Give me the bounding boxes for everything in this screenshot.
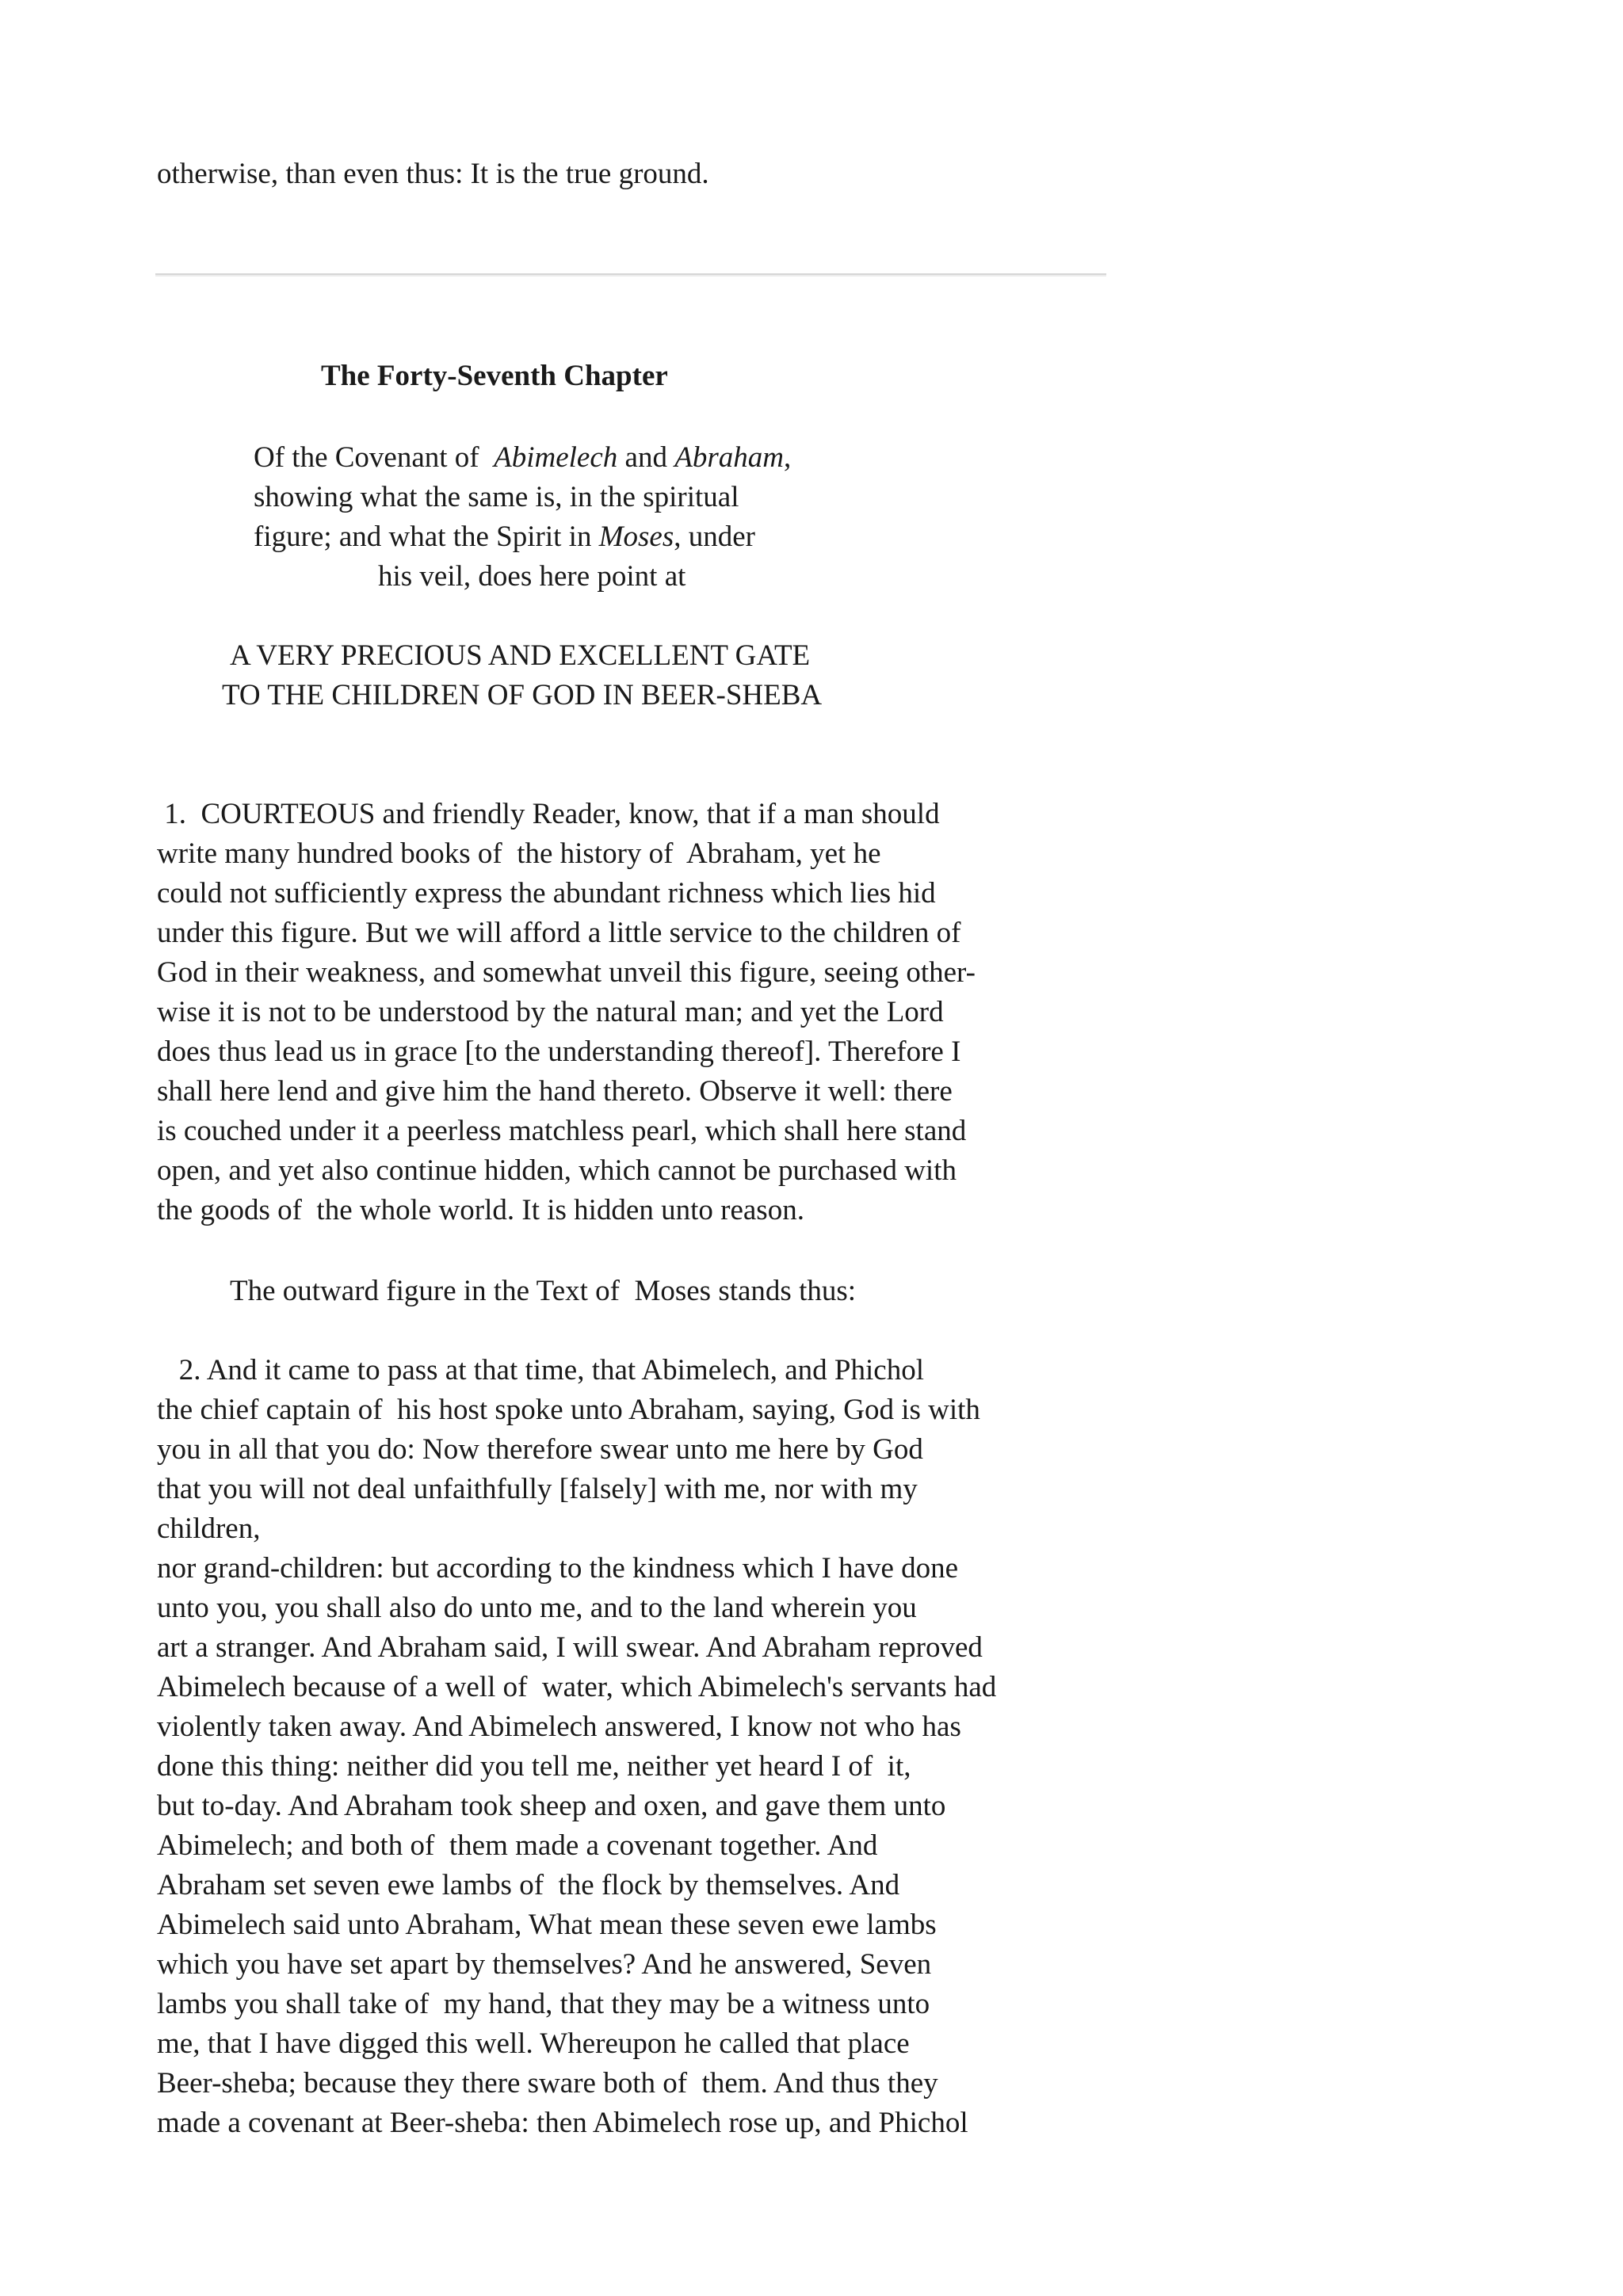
text-line: children, xyxy=(157,1512,261,1545)
text-line: the chief captain of his host spoke unto Abraham, saying, God is with xyxy=(157,1394,980,1426)
text-line: Abimelech said unto Abraham, What mean these seven ewe lambs xyxy=(157,1909,937,1941)
text-line: me, that I have digged this well. Whereupon he called that place xyxy=(157,2027,910,2060)
text-line: you in all that you do: Now therefore swear unto me here by God xyxy=(157,1433,923,1466)
gate-heading-line: TO THE CHILDREN OF GOD IN BEER-SHEBA xyxy=(222,679,823,711)
text-line: art a stranger. And Abraham said, I will swear. And Abraham reproved xyxy=(157,1631,983,1664)
text-line: under this figure. But we will afford a little service to the children of xyxy=(157,917,961,949)
text-line: made a covenant at Beer-sheba: then Abimelech rose up, and Phichol xyxy=(157,2107,968,2139)
text-line: nor grand-children: but according to the kindness which I have done xyxy=(157,1552,959,1585)
text-line: Abraham set seven ewe lambs of the flock by themselves. And xyxy=(157,1869,900,1901)
text-line: Abimelech; and both of them made a covenant together. And xyxy=(157,1829,878,1862)
text-line: God in their weakness, and somewhat unveil this figure, seeing other- xyxy=(157,956,976,989)
text-line: does thus lead us in grace [to the understanding thereof]. Therefore I xyxy=(157,1035,961,1068)
continued-text-line: otherwise, than even thus: It is the true ground. xyxy=(157,158,709,190)
chapter-subtitle xyxy=(254,438,791,597)
text-line: 2. And it came to pass at that time, that Abimelech, and Phichol xyxy=(157,1354,924,1386)
text-line: done this thing: neither did you tell me, neither yet heard I of it, xyxy=(157,1750,911,1783)
text-line: is couched under it a peerless matchless pearl, which shall here stand xyxy=(157,1115,967,1147)
subtitle-italic-name: Moses xyxy=(598,521,674,553)
text-line: write many hundred books of the history of Abraham, yet he xyxy=(157,837,881,870)
outward-figure-intro xyxy=(230,1272,856,1311)
text-line: The outward figure in the Text of Moses stands thus: xyxy=(230,1275,857,1307)
text-line: open, and yet also continue hidden, which cannot be purchased with xyxy=(157,1154,957,1187)
text-line: violently taken away. And Abimelech answered, I know not who has xyxy=(157,1711,961,1743)
subtitle-line xyxy=(254,438,791,478)
subtitle-line: his veil, does here point at xyxy=(378,560,686,593)
subtitle-line: showing what the same is, in the spiritual xyxy=(254,481,739,513)
section-divider xyxy=(155,273,1106,277)
gate-heading xyxy=(222,636,823,715)
subtitle-italic-name: Abraham xyxy=(674,441,784,474)
text-line: which you have set apart by themselves? And he answered, Seven xyxy=(157,1948,932,1981)
text-line: Abimelech because of a well of water, which Abimelech's servants had xyxy=(157,1671,997,1703)
text-line: that you will not deal unfaithfully [falsely] with me, nor with my xyxy=(157,1473,918,1505)
paragraph-1 xyxy=(157,795,976,1230)
text-line: Beer-sheba; because they there sware both of them. And thus they xyxy=(157,2067,938,2100)
subtitle-text: figure; and what the Spirit in xyxy=(254,521,599,553)
text-line: wise it is not to be understood by the natural man; and yet the Lord xyxy=(157,996,944,1028)
subtitle-text: , xyxy=(783,441,792,474)
subtitle-text: , under xyxy=(674,521,755,553)
paragraph-2 xyxy=(157,1351,996,2143)
text-line: the goods of the whole world. It is hidden unto reason. xyxy=(157,1194,804,1226)
chapter-title: The Forty-Seventh Chapter xyxy=(321,360,668,392)
text-line: but to-day. And Abraham took sheep and oxen, and gave them unto xyxy=(157,1790,946,1822)
text-line: lambs you shall take of my hand, that they may be a witness unto xyxy=(157,1988,930,2020)
text-line: shall here lend and give him the hand thereto. Observe it well: there xyxy=(157,1075,953,1108)
subtitle-italic-name: Abimelech xyxy=(494,441,618,474)
text-line: 1. COURTEOUS and friendly Reader, know, that if a man should xyxy=(157,798,940,830)
subtitle-text: and xyxy=(617,441,675,474)
subtitle-line xyxy=(254,517,791,557)
text-line: could not sufficiently express the abundant richness which lies hid xyxy=(157,877,936,910)
text-line: unto you, you shall also do unto me, and to the land wherein you xyxy=(157,1592,917,1624)
subtitle-text: Of the Covenant of xyxy=(254,441,495,474)
gate-heading-line: A VERY PRECIOUS AND EXCELLENT GATE xyxy=(230,639,811,672)
